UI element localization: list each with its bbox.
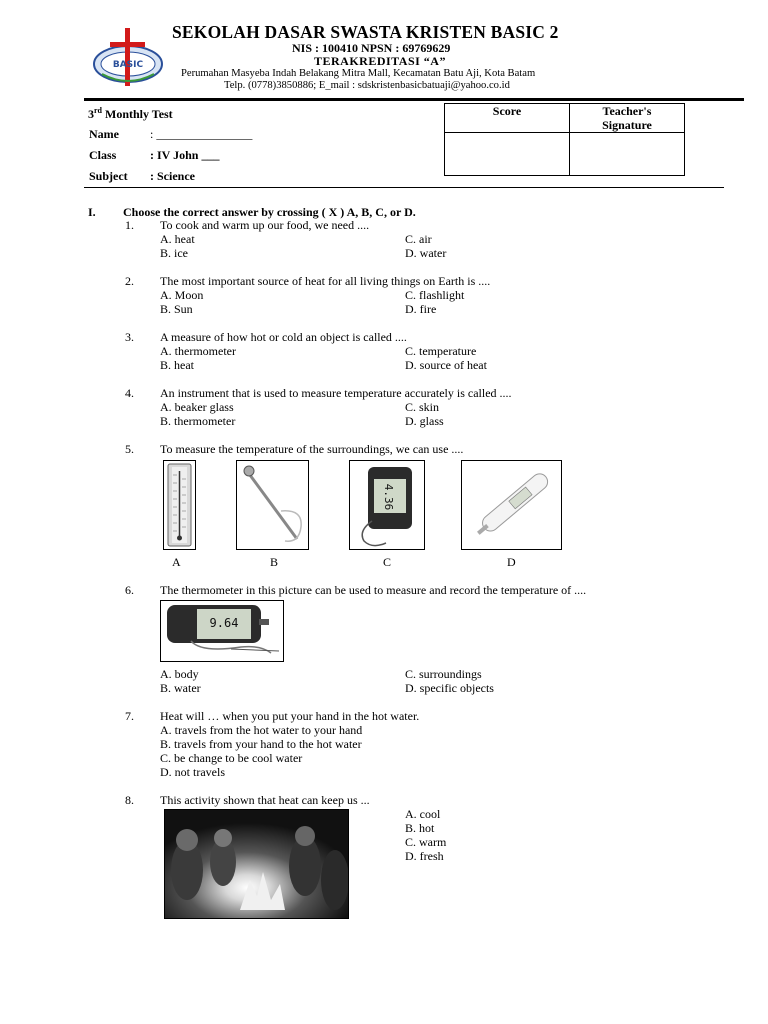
question-6-text: The thermometer in this picture can be used to measure and record the temperature of .... bbox=[160, 583, 587, 597]
q3-option-c[interactable]: C. temperature bbox=[405, 344, 477, 358]
class-field[interactable]: : IV John ___ bbox=[150, 148, 220, 162]
question-8-number: 8. bbox=[125, 793, 134, 807]
q1-option-a[interactable]: A. heat bbox=[160, 232, 195, 246]
question-7-number: 7. bbox=[125, 709, 134, 723]
school-address: Perumahan Masyeba Indah Belakang Mitra Mall, Kecamatan Batu Aji, Kota Batam bbox=[181, 68, 536, 79]
question-4-text: An instrument that is used to measure temperature accurately is called .... bbox=[160, 386, 512, 400]
question-3-text: A measure of how hot or cold an object is called .... bbox=[160, 330, 407, 344]
section-numeral: I. bbox=[88, 205, 96, 219]
score-table bbox=[444, 103, 685, 176]
q2-option-c[interactable]: C. flashlight bbox=[405, 288, 465, 302]
q5-image-a-wall-thermometer[interactable] bbox=[163, 460, 196, 550]
q7-option-b[interactable]: B. travels from your hand to the hot water bbox=[160, 737, 362, 751]
question-2-number: 2. bbox=[125, 274, 134, 288]
q5-label-a: A bbox=[172, 555, 181, 569]
question-2-text: The most important source of heat for all living things on Earth is .... bbox=[160, 274, 491, 288]
q2-option-a[interactable]: A. Moon bbox=[160, 288, 204, 302]
score-header: Score bbox=[445, 104, 570, 133]
question-6-number: 6. bbox=[125, 583, 134, 597]
question-8-text: This activity shown that heat can keep us ... bbox=[160, 793, 370, 807]
accreditation: TERAKREDITASI “A” bbox=[314, 54, 446, 68]
q4-option-a[interactable]: A. beaker glass bbox=[160, 400, 234, 414]
q3-option-b[interactable]: B. heat bbox=[160, 358, 194, 372]
q7-option-c[interactable]: C. be change to be cool water bbox=[160, 751, 303, 765]
q5-label-c: C bbox=[383, 555, 392, 569]
header-rule bbox=[84, 98, 744, 101]
q6-option-d[interactable]: D. specific objects bbox=[405, 681, 494, 695]
question-4-number: 4. bbox=[125, 386, 134, 400]
q5-image-d-clinical-thermometer[interactable] bbox=[461, 460, 562, 550]
test-title: 3rd Monthly Test bbox=[88, 106, 173, 121]
q8-image-campfire bbox=[164, 809, 349, 919]
q4-option-d[interactable]: D. glass bbox=[405, 414, 444, 428]
question-1-text: To cook and warm up our food, we need .... bbox=[160, 218, 370, 232]
svg-text:4.36: 4.36 bbox=[382, 483, 395, 511]
q6-device-reading: 9.64 bbox=[209, 616, 239, 630]
q1-option-c[interactable]: C. air bbox=[405, 232, 432, 246]
class-label: Class bbox=[89, 148, 117, 162]
question-5-number: 5. bbox=[125, 442, 134, 456]
question-3-number: 3. bbox=[125, 330, 134, 344]
q3-option-a[interactable]: A. thermometer bbox=[160, 344, 236, 358]
q8-option-d[interactable]: D. fresh bbox=[405, 849, 444, 863]
q6-option-a[interactable]: A. body bbox=[160, 667, 199, 681]
score-cell[interactable] bbox=[445, 133, 570, 176]
q6-image-data-logger bbox=[160, 600, 284, 662]
q1-option-d[interactable]: D. water bbox=[405, 246, 447, 260]
question-1-number: 1. bbox=[125, 218, 134, 232]
name-field[interactable]: : ________________ bbox=[150, 127, 253, 141]
q8-option-c[interactable]: C. warm bbox=[405, 835, 447, 849]
signature-cell[interactable] bbox=[570, 133, 685, 176]
q5-label-b: B bbox=[270, 555, 279, 569]
q1-option-b[interactable]: B. ice bbox=[160, 246, 188, 260]
info-rule bbox=[84, 187, 724, 188]
q8-option-a[interactable]: A. cool bbox=[405, 807, 441, 821]
logo-text: BASIC bbox=[112, 60, 144, 70]
q5-image-c-digital-logger[interactable] bbox=[349, 460, 425, 550]
q7-option-d[interactable]: D. not travels bbox=[160, 765, 225, 779]
school-name: SEKOLAH DASAR SWASTA KRISTEN BASIC 2 bbox=[172, 22, 559, 42]
q2-option-d[interactable]: D. fire bbox=[405, 302, 437, 316]
school-contact: Telp. (0778)3850886; E_mail : sdskristenbasicbatuaji@yahoo.co.id bbox=[224, 80, 510, 91]
school-logo bbox=[90, 26, 166, 90]
signature-header: Teacher's Signature bbox=[570, 104, 685, 133]
q2-option-b[interactable]: B. Sun bbox=[160, 302, 193, 316]
q6-option-c[interactable]: C. surroundings bbox=[405, 667, 482, 681]
name-label: Name bbox=[89, 127, 119, 141]
q8-option-b[interactable]: B. hot bbox=[405, 821, 435, 835]
q4-option-b[interactable]: B. thermometer bbox=[160, 414, 236, 428]
subject-label: Subject bbox=[89, 169, 128, 183]
q5-label-d: D bbox=[507, 555, 516, 569]
q3-option-d[interactable]: D. source of heat bbox=[405, 358, 487, 372]
school-nis: NIS : 100410 NPSN : 69769629 bbox=[292, 41, 451, 55]
question-7-text: Heat will … when you put your hand in the hot water. bbox=[160, 709, 420, 723]
section-instruction: Choose the correct answer by crossing ( X ) A, B, C, or D. bbox=[123, 205, 416, 219]
question-5-text: To measure the temperature of the surroundings, we can use .... bbox=[160, 442, 464, 456]
subject-field: : Science bbox=[150, 169, 195, 183]
q6-option-b[interactable]: B. water bbox=[160, 681, 201, 695]
q5-image-b-probe-thermometer[interactable] bbox=[236, 460, 309, 550]
q4-option-c[interactable]: C. skin bbox=[405, 400, 440, 414]
q7-option-a[interactable]: A. travels from the hot water to your hand bbox=[160, 723, 363, 737]
